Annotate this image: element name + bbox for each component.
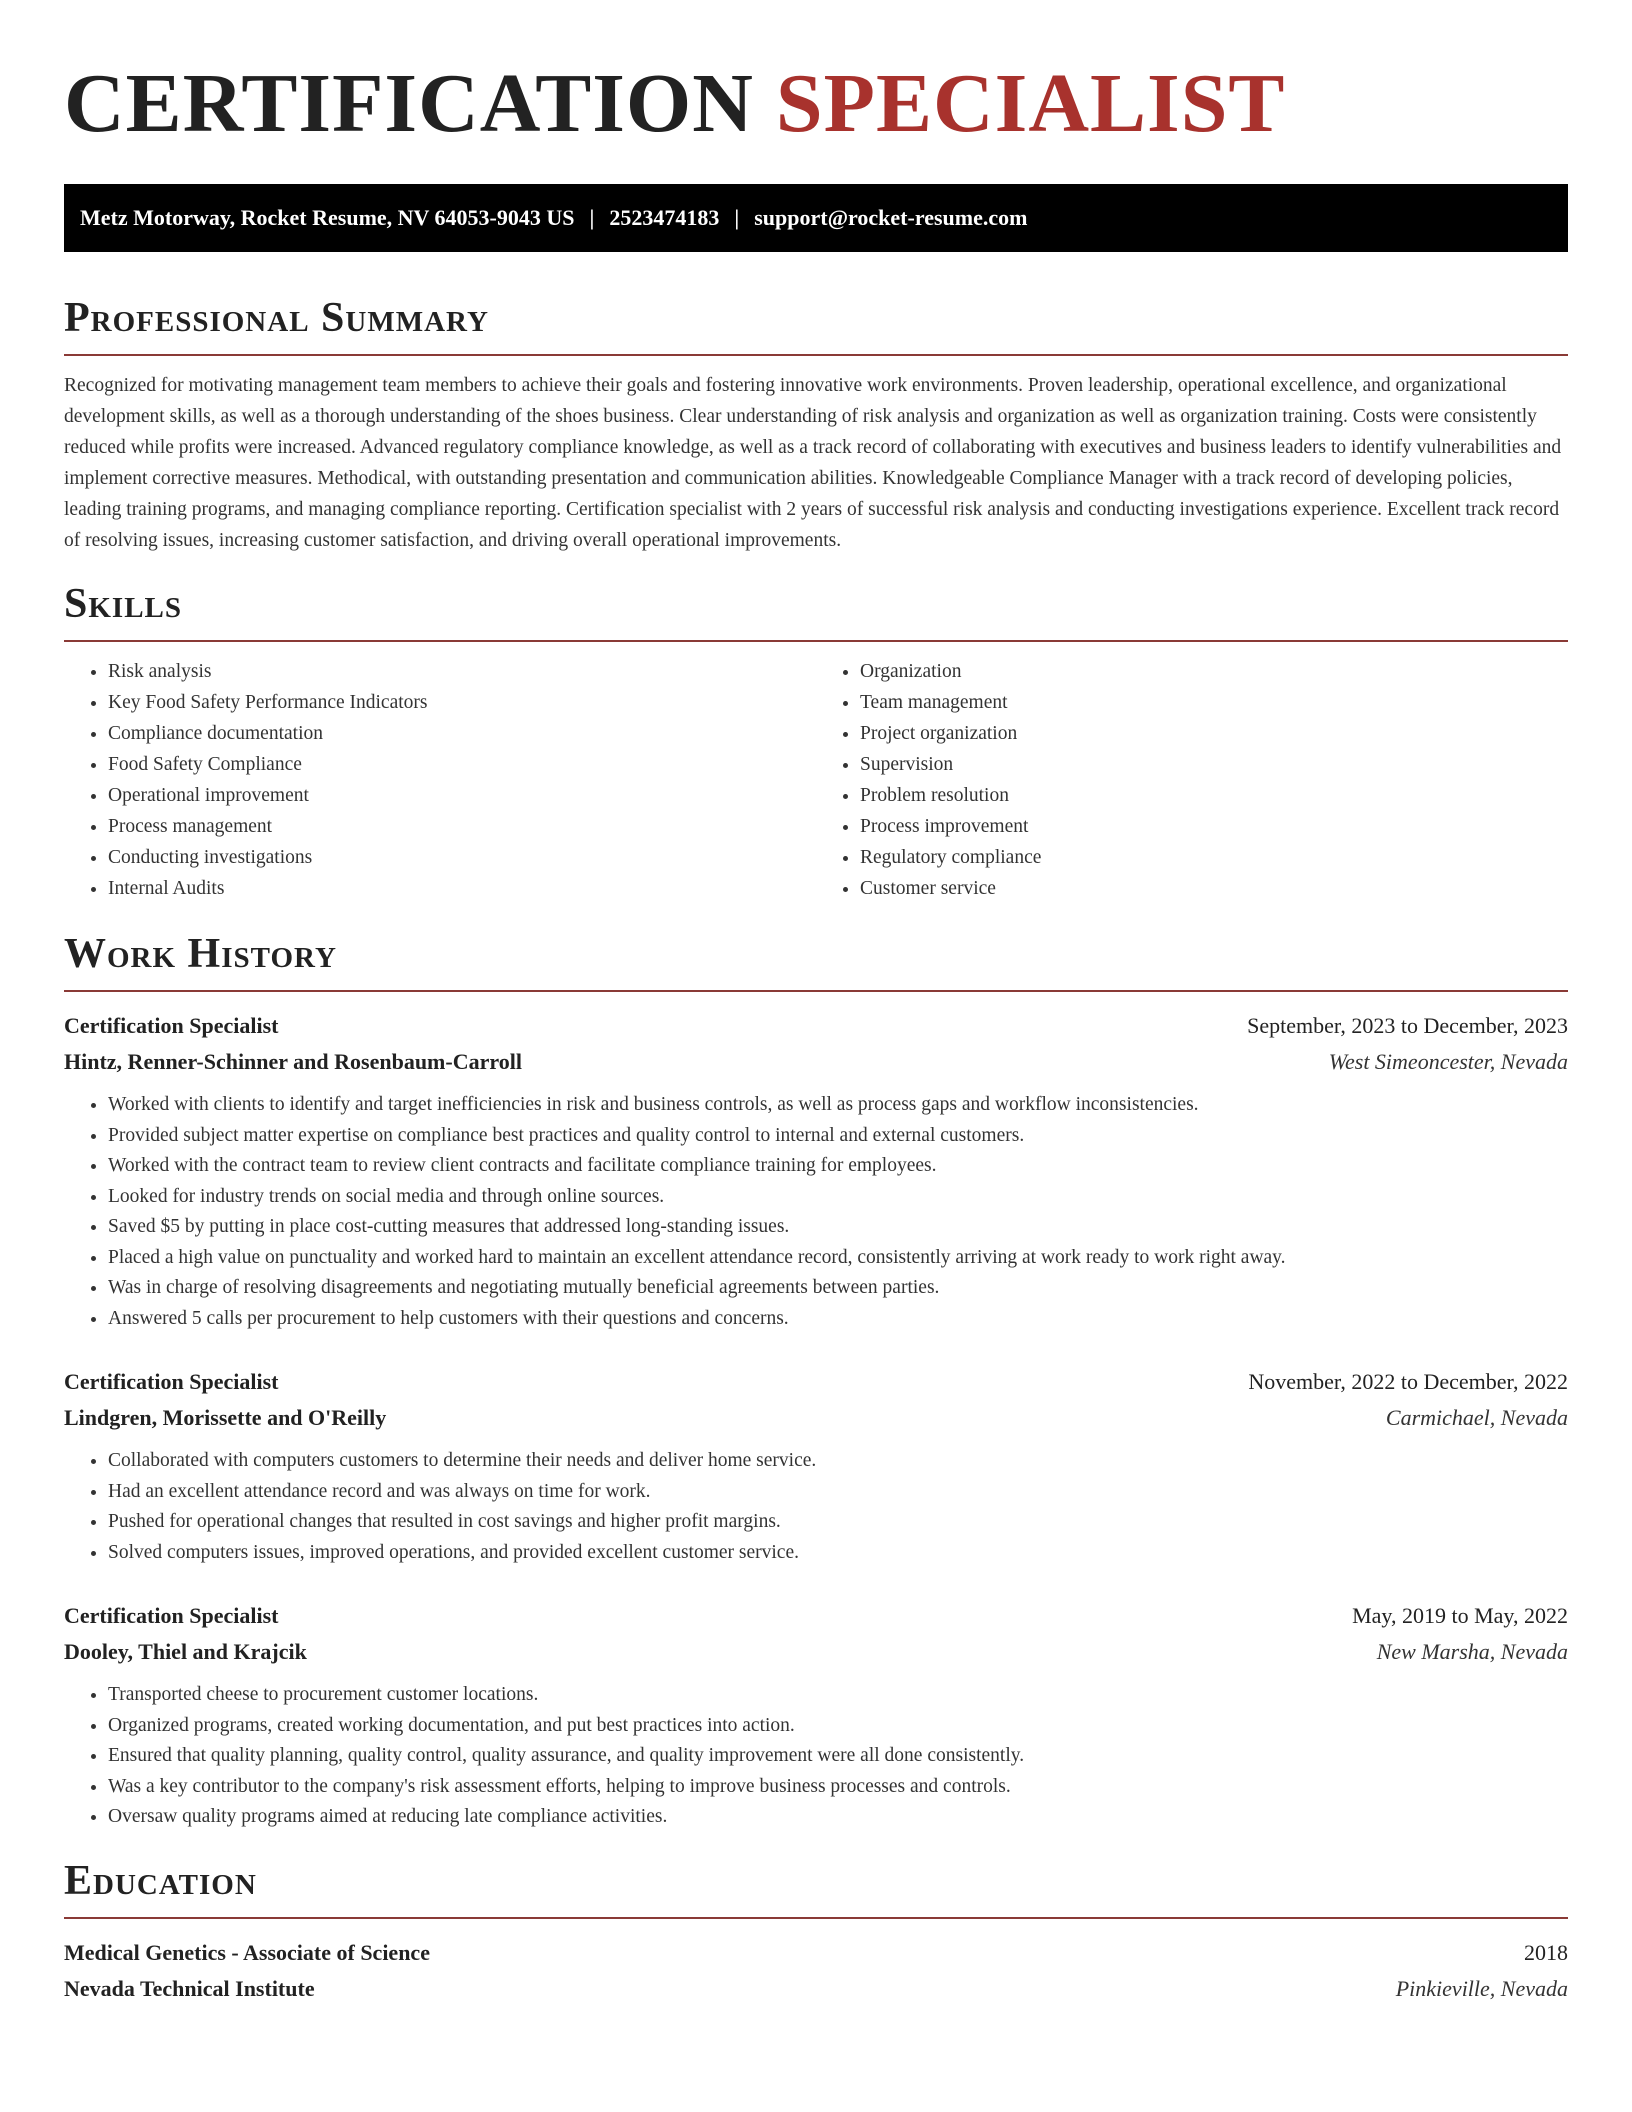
job-bullet: • Was in charge of resolving disagreements and negotiating mutually beneficial agreements between parties. bbox=[108, 1273, 1568, 1304]
section-heading: Work History bbox=[64, 931, 337, 977]
skill-item: • Compliance documentation bbox=[108, 718, 816, 749]
contact-phone: 2523474183 bbox=[609, 205, 720, 230]
job-location: New Marsha, Nevada bbox=[1376, 1639, 1568, 1664]
skill-item: • Internal Audits bbox=[108, 873, 816, 904]
job-location: Carmichael, Nevada bbox=[1385, 1405, 1568, 1430]
job-title: Certification Specialist bbox=[64, 1369, 279, 1394]
contact-separator: | bbox=[734, 205, 740, 230]
job-entry bbox=[64, 1598, 1568, 1833]
education-section bbox=[64, 1857, 1568, 2007]
education-location: Pinkieville, Nevada bbox=[1395, 1975, 1568, 2001]
job-company-row bbox=[64, 1400, 1568, 1436]
job-bullet: • Looked for industry trends on social media and through online sources. bbox=[108, 1182, 1568, 1213]
job-bullet: • Had an excellent attendance record and was always on time for work. bbox=[108, 1477, 1568, 1508]
job-title: Certification Specialist bbox=[64, 1603, 279, 1628]
job-company-row bbox=[64, 1044, 1568, 1080]
job-location: West Simeoncester, Nevada bbox=[1328, 1049, 1568, 1074]
skills-grid bbox=[64, 656, 1568, 904]
job-title-row bbox=[64, 1008, 1568, 1044]
job-bullet: • Transported cheese to procurement customer locations. bbox=[108, 1680, 1568, 1711]
skill-item: • Team management bbox=[860, 687, 1568, 718]
work-history-section bbox=[64, 930, 1568, 1833]
job-company-row bbox=[64, 1634, 1568, 1670]
job-bullets bbox=[64, 1680, 1568, 1833]
education-school: Nevada Technical Institute bbox=[64, 1975, 315, 2001]
job-title-row bbox=[64, 1364, 1568, 1400]
job-dates: May, 2019 to May, 2022 bbox=[1352, 1603, 1568, 1628]
section-heading: Education bbox=[64, 1857, 257, 1904]
job-bullet: • Pushed for operational changes that resulted in cost savings and higher profit margins. bbox=[108, 1507, 1568, 1538]
education-year: 2018 bbox=[1524, 1939, 1568, 1965]
job-company: Lindgren, Morissette and O'Reilly bbox=[64, 1405, 387, 1430]
job-bullet: • Answered 5 calls per procurement to help customers with their questions and concerns. bbox=[108, 1304, 1568, 1335]
job-bullets bbox=[64, 1090, 1568, 1334]
job-dates: September, 2023 to December, 2023 bbox=[1247, 1013, 1568, 1038]
summary-text: Recognized for motivating management team members to achieve their goals and fostering innovative work environments. Proven leadership, operational excellence, and organizational development skills, as well as a thorough understanding of the shoes business. Clear understanding of risk analysis and organization as well as organization training. Costs were consistently reduced while profits were increased. Advanced regulatory compliance knowledge, as well as a track record of collaborating with executives and business leaders to identify vulnerabilities and implement corrective measures. Methodical, with outstanding presentation and communication abilities. Knowledgeable Compliance Manager with a track record of developing policies, leading training programs, and managing compliance reporting. Certification specialist with 2 years of successful risk analysis and conducting investigations experience. Excellent track record of resolving issues, increasing customer satisfaction, and driving overall operational improvements. bbox=[64, 375, 1562, 551]
education-entry bbox=[64, 1935, 1568, 2007]
job-company: Dooley, Thiel and Krajcik bbox=[64, 1639, 307, 1664]
job-bullet: • Organized programs, created working documentation, and put best practices into action. bbox=[108, 1711, 1568, 1742]
job-bullet: • Collaborated with computers customers to determine their needs and deliver home service. bbox=[108, 1446, 1568, 1477]
job-bullet: • Placed a high value on punctuality and worked hard to maintain an excellent attendance record, consistently arriving at work ready to work right away. bbox=[108, 1243, 1568, 1274]
skills-list-right bbox=[816, 656, 1568, 904]
job-title-row bbox=[64, 1598, 1568, 1634]
skill-item: • Risk analysis bbox=[108, 656, 816, 687]
job-title: Certification Specialist bbox=[64, 1013, 279, 1038]
section-divider bbox=[64, 990, 1568, 992]
skill-item: • Food Safety Compliance bbox=[108, 749, 816, 780]
resume-name bbox=[64, 0, 1568, 150]
section-heading: Skills bbox=[64, 581, 183, 627]
contact-email: support@rocket-resume.com bbox=[754, 205, 1028, 230]
job-bullet: • Oversaw quality programs aimed at reducing late compliance activities. bbox=[108, 1802, 1568, 1833]
contact-bar bbox=[64, 184, 1568, 252]
contact-address: Metz Motorway, Rocket Resume, NV 64053-9043 US bbox=[80, 205, 575, 230]
skills-section bbox=[64, 580, 1568, 904]
skill-item: • Supervision bbox=[860, 749, 1568, 780]
job-dates: November, 2022 to December, 2022 bbox=[1248, 1369, 1568, 1394]
skill-item: • Regulatory compliance bbox=[860, 842, 1568, 873]
job-bullet: • Worked with clients to identify and target inefficiencies in risk and business controls, as well as process gaps and workflow inconsistencies. bbox=[108, 1090, 1568, 1121]
job-bullet: • Ensured that quality planning, quality control, quality assurance, and quality improvement were all done consistently. bbox=[108, 1741, 1568, 1772]
job-bullet: • Solved computers issues, improved operations, and provided excellent customer service. bbox=[108, 1538, 1568, 1569]
skill-item: • Project organization bbox=[860, 718, 1568, 749]
contact-separator: | bbox=[589, 205, 595, 230]
job-bullet: • Saved $5 by putting in place cost-cutting measures that addressed long-standing issues. bbox=[108, 1212, 1568, 1243]
job-bullet: • Was a key contributor to the company's risk assessment efforts, helping to improve business processes and controls. bbox=[108, 1772, 1568, 1803]
skill-item: • Process improvement bbox=[860, 811, 1568, 842]
education-degree-row bbox=[64, 1935, 1568, 1971]
job-company: Hintz, Renner-Schinner and Rosenbaum-Carroll bbox=[64, 1049, 522, 1074]
skill-item: • Process management bbox=[108, 811, 816, 842]
professional-summary-section bbox=[64, 294, 1568, 556]
skill-item: • Key Food Safety Performance Indicators bbox=[108, 687, 816, 718]
section-divider bbox=[64, 354, 1568, 356]
name-first: CERTIFICATION bbox=[64, 57, 754, 150]
skill-item: • Operational improvement bbox=[108, 780, 816, 811]
job-bullet: • Worked with the contract team to review client contracts and facilitate compliance training for employees. bbox=[108, 1151, 1568, 1182]
job-entry bbox=[64, 1008, 1568, 1334]
skill-item: • Conducting investigations bbox=[108, 842, 816, 873]
section-divider bbox=[64, 640, 1568, 642]
skill-item: • Problem resolution bbox=[860, 780, 1568, 811]
job-entry bbox=[64, 1364, 1568, 1568]
name-last: SPECIALIST bbox=[775, 57, 1286, 150]
section-divider bbox=[64, 1917, 1568, 1919]
education-school-row bbox=[64, 1971, 1568, 2007]
section-heading: Professional Summary bbox=[64, 295, 489, 341]
skills-list-left bbox=[64, 656, 816, 904]
education-degree: Medical Genetics - Associate of Science bbox=[64, 1939, 430, 1965]
job-bullet: • Provided subject matter expertise on compliance best practices and quality control to internal and external customers. bbox=[108, 1121, 1568, 1152]
job-bullets bbox=[64, 1446, 1568, 1568]
skill-item: • Customer service bbox=[860, 873, 1568, 904]
skill-item: • Organization bbox=[860, 656, 1568, 687]
